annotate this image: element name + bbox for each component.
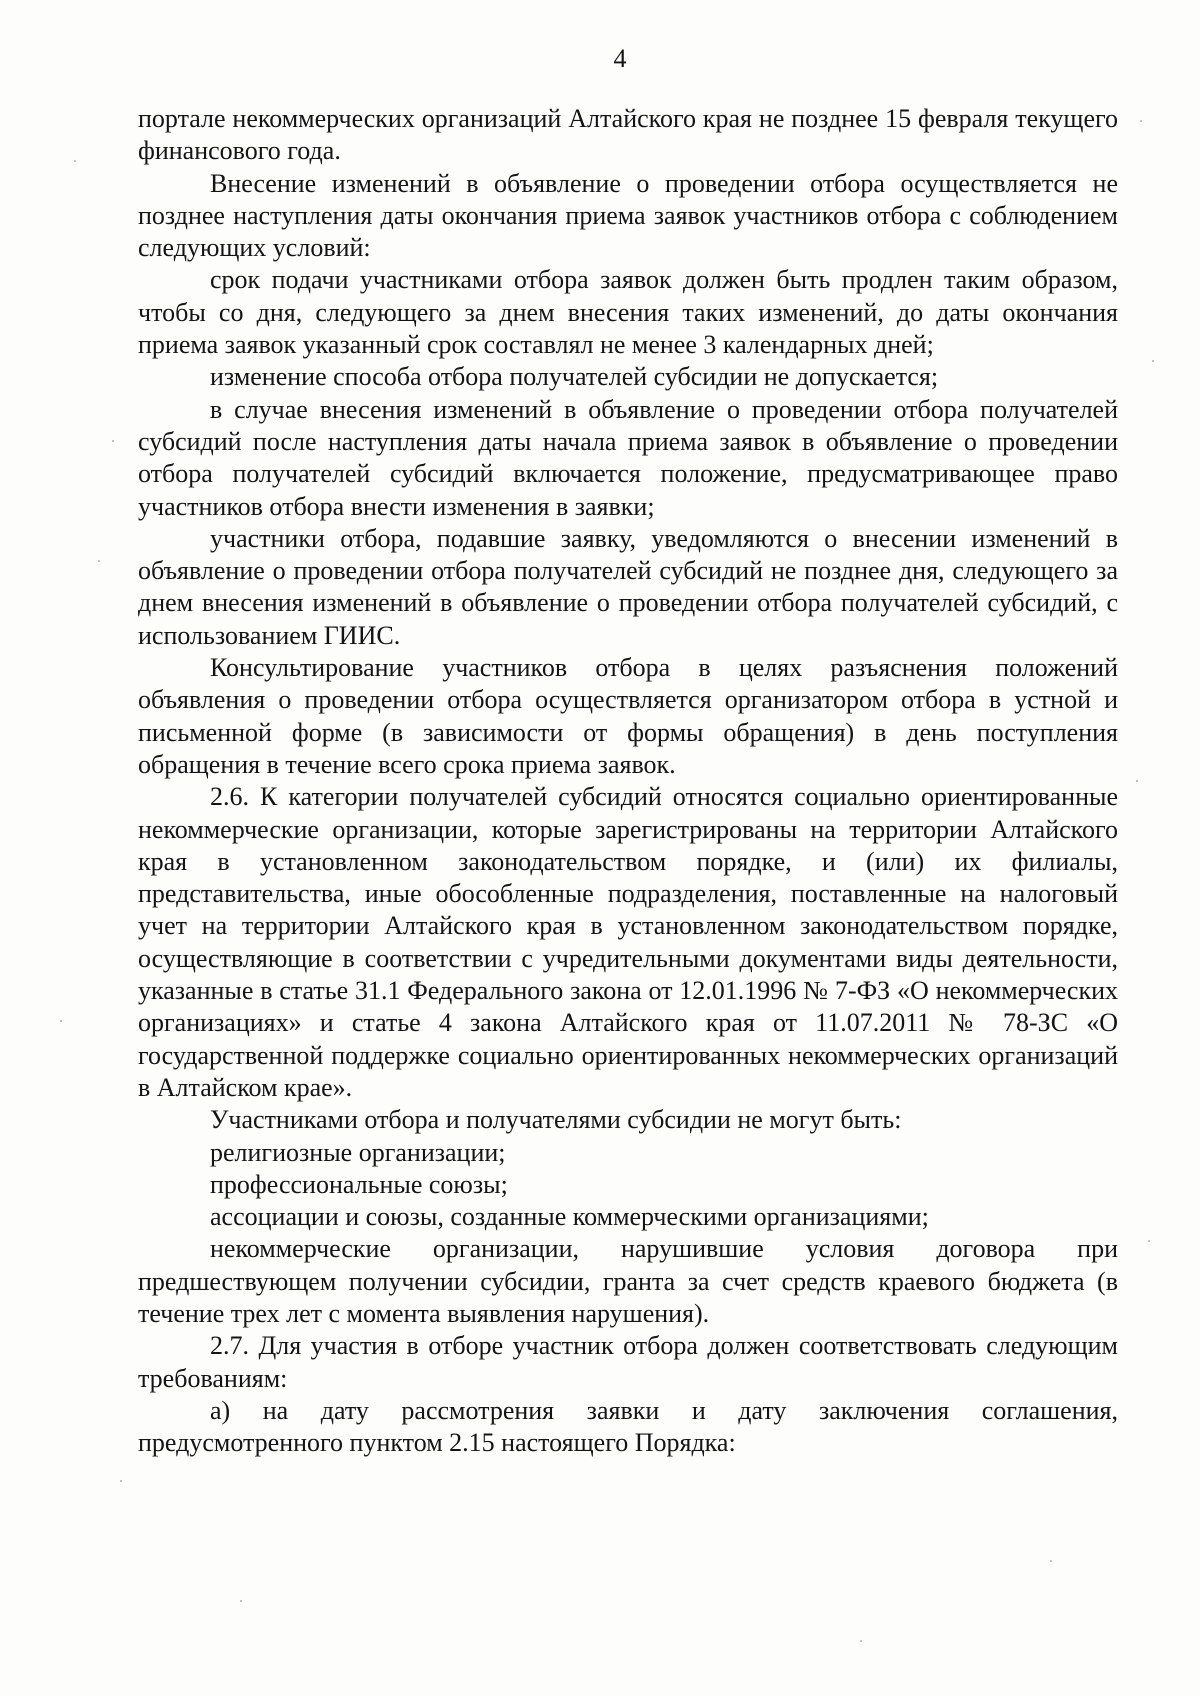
scan-speck — [74, 160, 76, 162]
scan-speck — [98, 560, 100, 562]
scan-speck — [120, 1480, 122, 1482]
scan-speck — [112, 440, 114, 442]
paragraph-3: срок подачи участниками отбора заявок должен быть продлен таким образом, чтобы со дня, следующего за днем внесения таких изменений, до даты окончания приема заявок указанный срок составлял не менее 3 календарных дней; — [138, 265, 1118, 360]
paragraph-14: 2.7. Для участия в отборе участник отбора должен соответствовать следующим требованиям: — [138, 1331, 1118, 1393]
scan-speck — [1152, 360, 1154, 362]
paragraph-7: Консультирование участников отбора в целях разъяснения положений объявления о проведении отбора осуществляется организатором отбора в устной и письменной форме (в зависимости от формы обращения) в день поступления обращения в течение всего срока приема заявок. — [138, 653, 1118, 779]
page-number: 4 — [613, 44, 627, 73]
scan-speck — [1050, 1560, 1052, 1562]
paragraph-13: некоммерческие организации, нарушившие условия договора при предшествующем получении субсидии, гранта за счет средств краевого бюджета (в течение трех лет с момента выявления нарушения). — [138, 1234, 1118, 1328]
paragraph-9: Участниками отбора и получателями субсидии не могут быть: — [210, 1105, 902, 1135]
paragraph-2: Внесение изменений в объявление о проведении отбора осуществляется не позднее наступления даты окончания приема заявок участников отбора с соблюдением следующих условий: — [138, 168, 1118, 263]
document-body — [138, 103, 1118, 1459]
scan-speck — [60, 1020, 62, 1022]
paragraph-4: изменение способа отбора получателей субсидии не допускается; — [210, 362, 939, 392]
paragraph-10: религиозные организации; — [210, 1137, 506, 1167]
scan-speck — [1148, 1240, 1150, 1242]
paragraph-5: в случае внесения изменений в объявление о проведении отбора получателей субсидий после наступления даты начала приема заявок в объявление о проведении отбора получателей субсидий включается положение, предусматривающее право участников отбора внести изменения в заявки; — [138, 394, 1118, 521]
scan-speck — [1140, 120, 1142, 122]
scan-speck — [1136, 780, 1138, 782]
paragraph-8: 2.6. К категории получателей субсидий относятся социально ориентированные некоммерческие организации, которые зарегистрированы на территории Алтайского края в установленном законодательством порядке, и (или) их филиалы, представительства, иные обособленные подразделения, поставленные на налоговый учет на территории Алтайского края в установленном законодательством порядке, осуществляющие в соответствии с учредительными документами виды деятельности, указанные в статье 31.1 Федерального закона от 12.01.1996 № 7-ФЗ «О некоммерческих организациях» и статье 4 закона Алтайского края от 11.07.2011 № 78-ЗС «О государственной поддержке социально ориентированных некоммерческих организаций в Алтайском крае». — [138, 782, 1118, 1102]
paragraph-15: а) на дату рассмотрения заявки и дату заключения соглашения, предусмотренного пунктом 2.15 настоящего Порядка: — [138, 1395, 1118, 1458]
paragraph-1: порталe некоммерческих организаций Алтайского края не позднее 15 февраля текущего финансового года. — [138, 104, 1118, 166]
scan-speck — [240, 1600, 242, 1602]
paragraph-11: профессиональные союзы; — [210, 1169, 508, 1199]
scan-speck — [860, 1640, 862, 1642]
paragraph-6: участники отбора, подавшие заявку, уведомляются о внесении изменений в объявление о проведении отбора получателей субсидий не позднее дня, следующего за днем внесения изменений в объявление о проведении отбора получателей субсидий, с использованием ГИИС. — [138, 523, 1118, 650]
paragraph-12: ассоциации и союзы, созданные коммерческими организациями; — [210, 1202, 929, 1232]
